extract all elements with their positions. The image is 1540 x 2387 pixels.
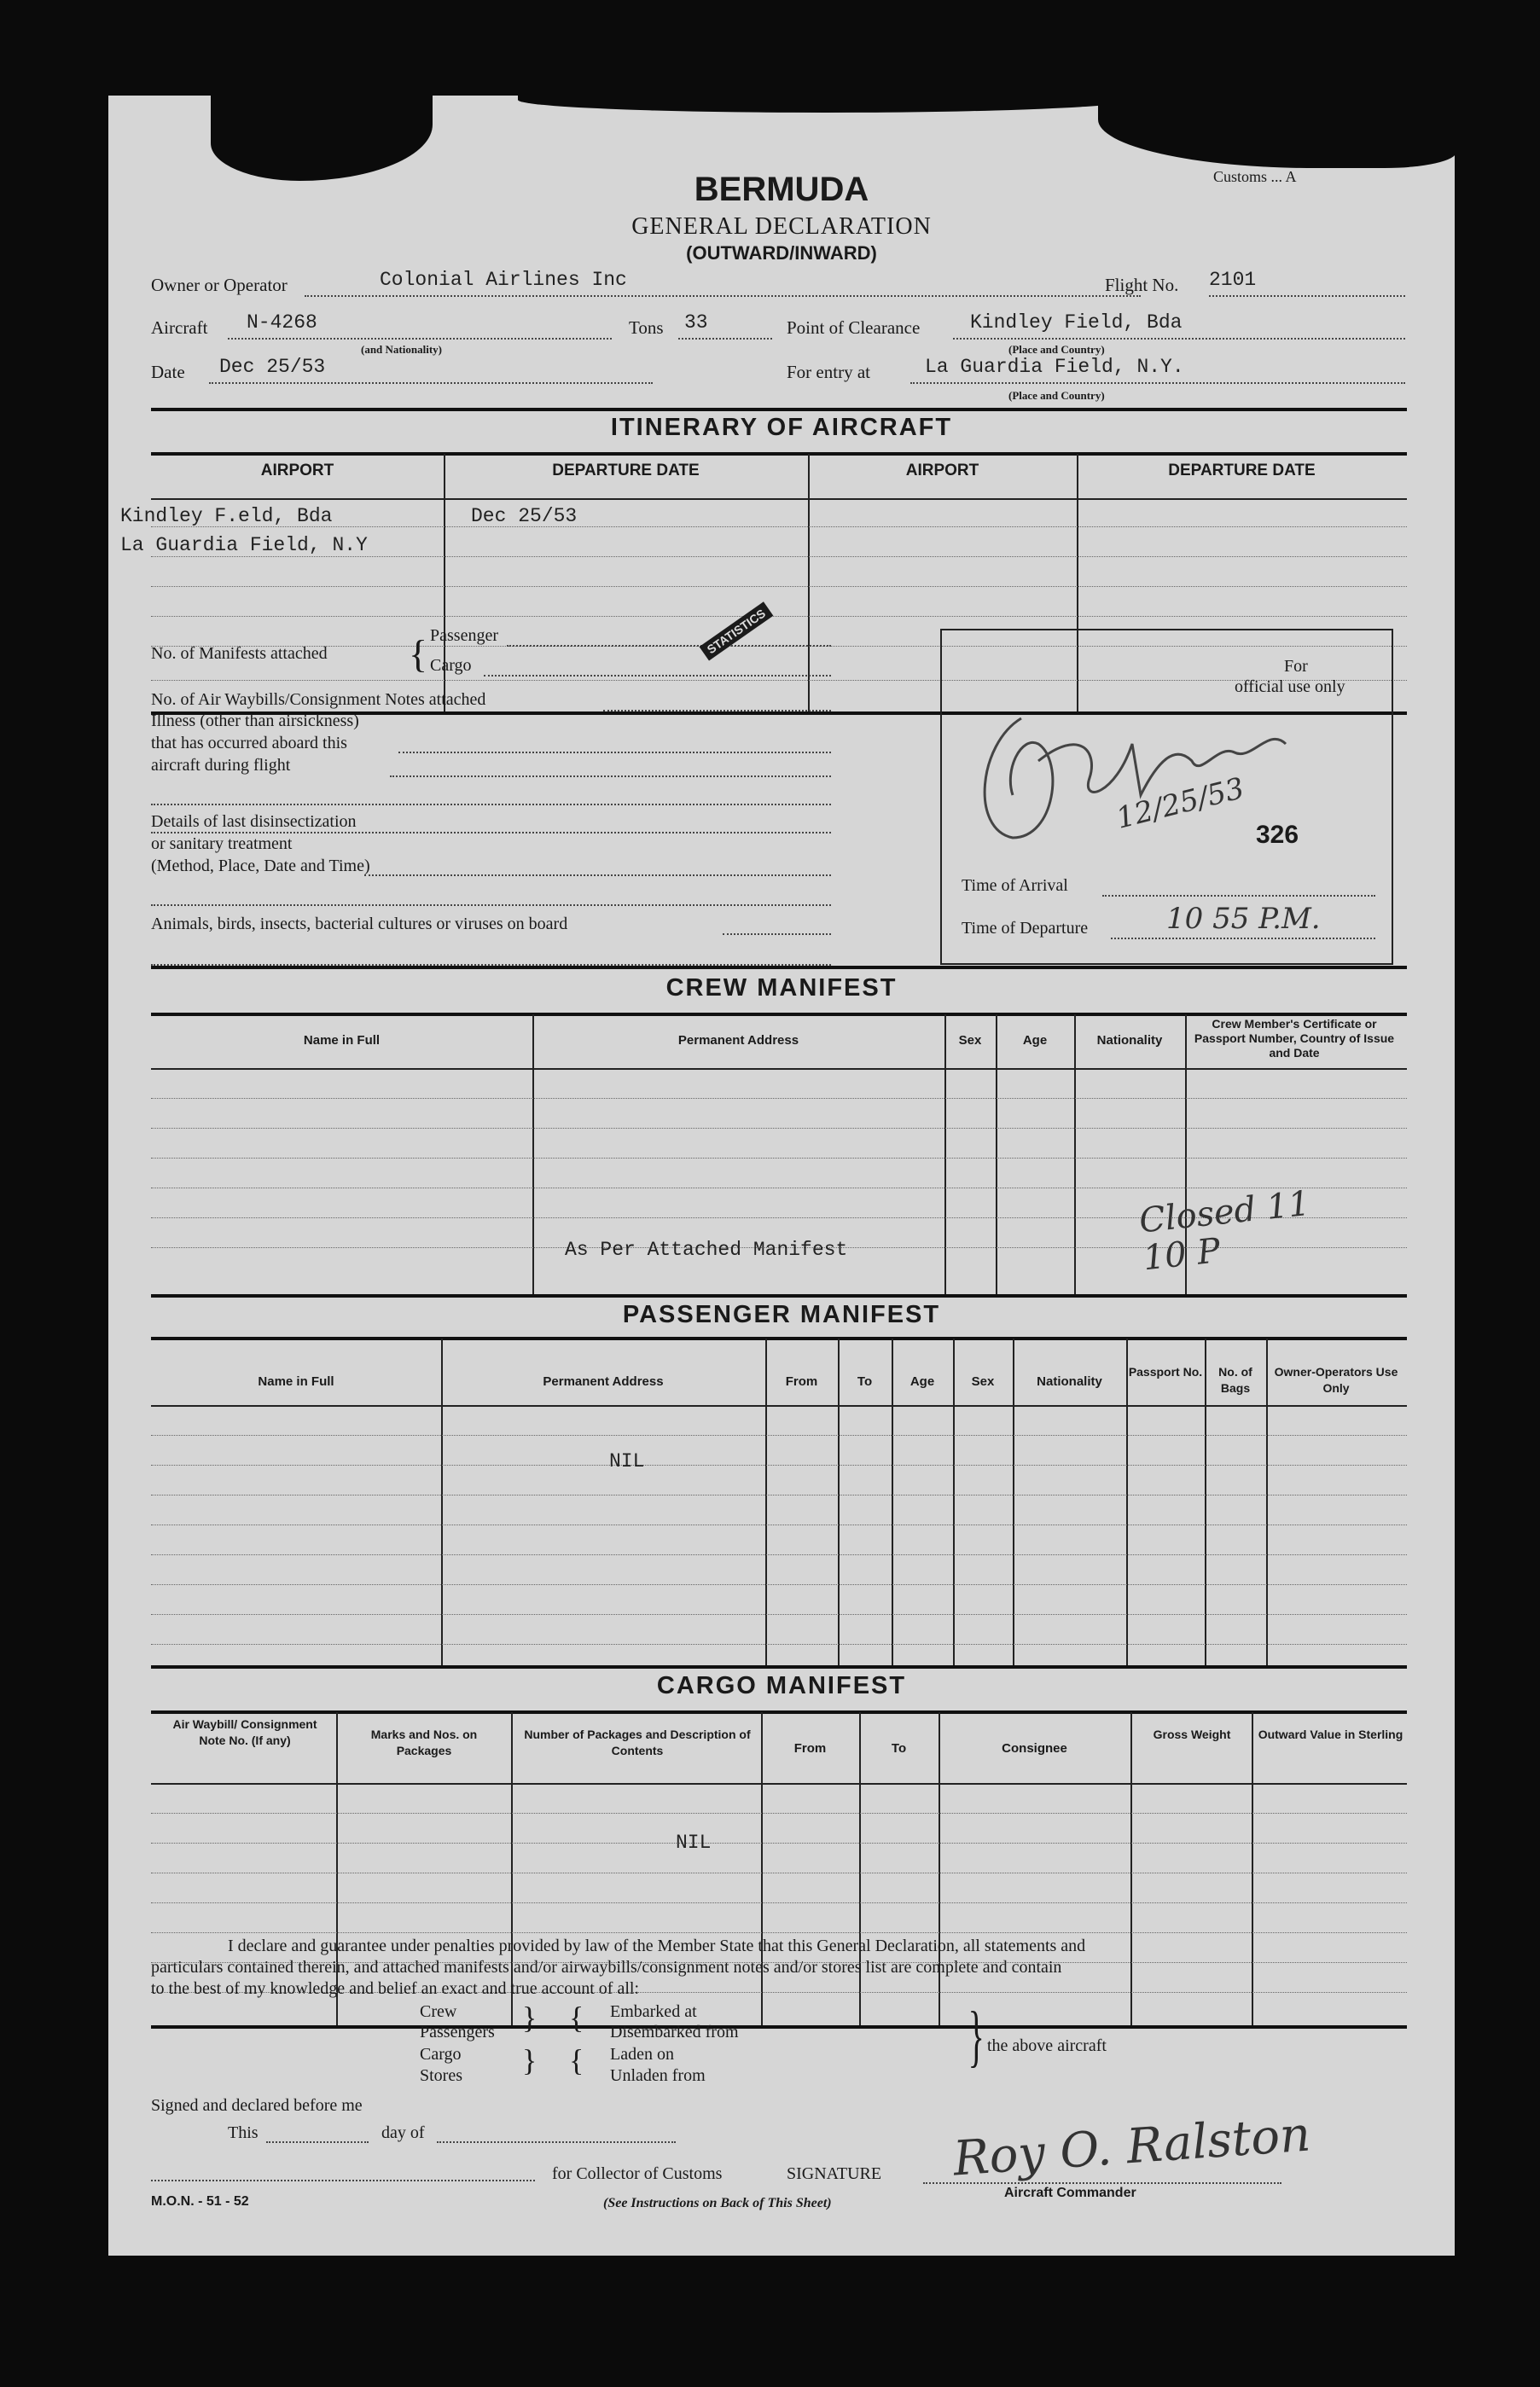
date-value: Dec 25/53 [219, 356, 326, 378]
cargo-col-4 [859, 1712, 861, 2028]
tons-label: Tons [629, 317, 664, 338]
cargo-col-packages: Number of Packages and Description of Contents [524, 1728, 751, 1757]
itinerary-row-line [151, 556, 1407, 557]
decl-brace-5: } [968, 1999, 985, 2074]
crew-col-3 [996, 1014, 997, 1296]
passenger-col-bags: No. of Bags [1218, 1365, 1252, 1395]
commander-label: Aircraft Commander [1004, 2186, 1136, 2200]
itinerary-row-line [151, 586, 1407, 587]
passenger-row-line [151, 1495, 1407, 1496]
day-of-label: day of [381, 2123, 425, 2142]
passenger-row-line [151, 1614, 1407, 1615]
itinerary-airport-2: La Guardia Field, N.Y [120, 534, 368, 556]
crew-col-1 [532, 1014, 534, 1296]
declaration-text-1: I declare and guarantee under penalties provided by law of the Member State that this General Declaration, all statements and [228, 1937, 1086, 1955]
illness-label-2: that has occurred aboard this [151, 734, 347, 752]
cargo-col-6 [1130, 1712, 1132, 2028]
manifests-brace: { [409, 632, 428, 676]
date-line [209, 382, 653, 384]
passenger-row-line [151, 1465, 1407, 1466]
crew-col-address: Permanent Address [677, 1033, 799, 1048]
passenger-sub-rule [151, 1405, 1407, 1407]
cargo-row-line [151, 1843, 1407, 1844]
tons-value: 33 [684, 311, 708, 334]
statistics-stamp: STATISTICS [700, 602, 774, 661]
official-handwritten-date: 12/25/53 [1113, 771, 1248, 836]
torn-edge-left [211, 87, 433, 181]
itinerary-col-date-2: DEPARTURE DATE [1168, 462, 1316, 479]
above-aircraft-label: the above aircraft [987, 2036, 1107, 2055]
owner-line [305, 295, 1141, 297]
collector-label: for Collector of Customs [552, 2164, 723, 2183]
decl-left-cargo: Cargo [420, 2045, 462, 2064]
passenger-title: PASSENGER MANIFEST [622, 1301, 941, 1328]
crew-row-line [151, 1098, 1407, 1099]
crew-sub-rule [151, 1068, 1407, 1070]
passenger-col-age: Age [909, 1374, 935, 1389]
decl-brace-4: { [569, 2043, 584, 2077]
declaration-text-3: to the best of my knowledge and belief an exact and true account of all: [151, 1979, 640, 1998]
disinsect-label-2: or sanitary treatment [151, 834, 293, 853]
passenger-bottom-rule [151, 1665, 1407, 1669]
cargo-sub-rule [151, 1783, 1407, 1785]
passenger-col-address: Permanent Address [543, 1374, 664, 1389]
cargo-col-waybill: Air Waybill/ Consignment Note No. (If any) [172, 1717, 317, 1747]
official-label-1: For [1284, 657, 1308, 676]
itinerary-airport-1: Kindley F.eld, Bda [120, 505, 333, 527]
manifests-label: No. of Manifests attached [151, 644, 328, 663]
disinsect-line-1 [364, 874, 831, 876]
animals-line [723, 933, 831, 935]
signature-label: SIGNATURE [787, 2164, 882, 2183]
date-label: Date [151, 362, 185, 382]
waybills-line [603, 710, 831, 711]
crew-title: CREW MANIFEST [665, 974, 898, 1002]
illness-line-3 [151, 804, 831, 805]
passenger-row-line [151, 1435, 1407, 1436]
itinerary-sub-rule [151, 498, 1407, 500]
cargo-col-consignee: Consignee [1002, 1741, 1067, 1756]
crew-col-age: Age [1022, 1033, 1048, 1048]
crew-col-sex: Sex [958, 1033, 982, 1048]
cargo-row-line [151, 1902, 1407, 1903]
cargo-col-5 [939, 1712, 940, 2028]
crew-top-rule [151, 966, 1407, 969]
decl-right-embarked: Embarked at [610, 2002, 697, 2021]
passenger-col-7 [1126, 1339, 1128, 1667]
cargo-row-line [151, 1932, 1407, 1933]
passenger-manifest-label: Passenger [430, 626, 498, 645]
passenger-row-line [151, 1584, 1407, 1585]
instructions-note: (See Instructions on Back of This Sheet) [603, 2196, 832, 2210]
tons-line [678, 338, 772, 340]
declaration-text-2: particulars contained therein, and attached manifests and/or airwaybills/consignment notes and/or stores list are complete and contain [151, 1958, 1062, 1977]
passenger-row-line [151, 1554, 1407, 1555]
cargo-manifest-line [484, 675, 831, 677]
arrival-line [1102, 895, 1375, 897]
itinerary-row-line [151, 616, 1407, 617]
passenger-col-passport: Passport No. [1128, 1365, 1203, 1379]
passenger-col-sex: Sex [971, 1374, 995, 1389]
passenger-col-from: From [785, 1374, 818, 1389]
decl-brace-2: } [522, 2043, 538, 2077]
cargo-col-to: To [891, 1741, 907, 1756]
illness-label-3: aircraft during flight [151, 756, 291, 775]
crew-header-rule [151, 1013, 1407, 1016]
illness-line-2 [390, 775, 831, 777]
crew-col-name: Name in Full [303, 1033, 381, 1048]
disinsect-label-3: (Method, Place, Date and Time) [151, 857, 370, 875]
passenger-col-name: Name in Full [258, 1374, 334, 1389]
cargo-col-from: From [793, 1741, 827, 1756]
passenger-col-to: To [857, 1374, 873, 1389]
decl-right-unladen: Unladen from [610, 2066, 706, 2085]
day-of-line [437, 2141, 676, 2143]
clearance-line [953, 338, 1405, 340]
aircraft-line [228, 338, 612, 340]
crew-col-2 [944, 1014, 946, 1296]
owner-label: Owner or Operator [151, 275, 288, 295]
flight-line [1209, 295, 1405, 297]
cargo-col-value: Outward Value in Sterling [1258, 1728, 1403, 1741]
itinerary-date-1: Dec 25/53 [471, 505, 578, 527]
signed-before-label: Signed and declared before me [151, 2096, 363, 2115]
owner-value: Colonial Airlines Inc [380, 269, 627, 291]
decl-left-passengers: Passengers [420, 2023, 495, 2041]
itinerary-row-line [151, 526, 1407, 527]
passenger-manifest-line [507, 645, 831, 647]
passenger-row-line [151, 1644, 1407, 1645]
illness-line-4 [151, 832, 831, 833]
itinerary-top-rule [151, 408, 1407, 411]
this-label: This [228, 2123, 259, 2142]
torn-edge-center [518, 87, 1132, 113]
crew-handwritten-note: Closed 11 10 P [1136, 1183, 1312, 1279]
decl-brace-3: { [569, 2001, 584, 2035]
cargo-title: CARGO MANIFEST [656, 1672, 907, 1699]
cargo-col-3 [761, 1712, 763, 2028]
cargo-note: NIL [676, 1832, 712, 1854]
passenger-col-nationality: Nationality [1037, 1374, 1102, 1389]
cargo-bottom-rule [151, 2025, 1407, 2029]
clearance-value: Kindley Field, Bda [970, 311, 1183, 334]
form-number: M.O.N. - 51 - 52 [151, 2194, 249, 2209]
torn-edge-right [1098, 87, 1456, 168]
direction-label: (OUTWARD/INWARD) [686, 242, 877, 264]
passenger-col-owner-use: Owner-Operators Use Only [1274, 1365, 1398, 1395]
arrival-label: Time of Arrival [962, 876, 1068, 895]
crew-row-line [151, 1158, 1407, 1159]
illness-line-1 [398, 752, 831, 753]
official-number: 326 [1256, 821, 1299, 849]
passenger-note: NIL [609, 1450, 645, 1472]
decl-left-crew: Crew [420, 2002, 457, 2021]
decl-left-stores: Stores [420, 2066, 462, 2085]
cargo-header-rule [151, 1710, 1407, 1714]
crew-row-line [151, 1128, 1407, 1129]
decl-brace-1: } [522, 2001, 538, 2035]
cargo-col-weight: Gross Weight [1153, 1728, 1231, 1741]
decl-right-disembarked: Disembarked from [610, 2023, 739, 2041]
decl-right-laden: Laden on [610, 2045, 674, 2064]
departure-time-value: 10 55 P.M. [1166, 902, 1321, 936]
customs-corner-label: Customs ... A [1213, 168, 1297, 185]
crew-bottom-rule [151, 1294, 1407, 1298]
country-title: BERMUDA [694, 171, 869, 208]
crew-col-4 [1074, 1014, 1076, 1296]
official-label-2: official use only [1235, 677, 1345, 696]
crew-note: As Per Attached Manifest [565, 1239, 848, 1261]
illness-label-1: Illness (other than airsickness) [151, 711, 359, 730]
entry-value: La Guardia Field, N.Y. [925, 356, 1184, 378]
animals-label: Animals, birds, insects, bacterial cultures or viruses on board [151, 915, 568, 933]
entry-label: For entry at [787, 362, 870, 382]
form-title: GENERAL DECLARATION [631, 213, 932, 240]
disinsect-line-2 [151, 904, 831, 906]
itinerary-col-airport-1: AIRPORT [260, 462, 334, 479]
itinerary-col-date-1: DEPARTURE DATE [552, 462, 700, 479]
cargo-manifest-label: Cargo [430, 656, 472, 675]
collector-line [151, 2180, 535, 2181]
itinerary-header-rule [151, 452, 1407, 456]
clearance-label: Point of Clearance [787, 317, 921, 338]
cargo-row-line [151, 1813, 1407, 1814]
entry-sub-label: (Place and Country) [1008, 389, 1105, 402]
crew-col-nationality: Nationality [1096, 1033, 1163, 1048]
passenger-header-rule [151, 1337, 1407, 1340]
flight-label: Flight No. [1105, 275, 1179, 295]
departure-label: Time of Departure [962, 919, 1089, 938]
aircraft-value: N-4268 [247, 311, 317, 334]
cargo-col-marks: Marks and Nos. on Packages [370, 1728, 478, 1757]
commander-signature: Roy O. Ralston [951, 2106, 1313, 2187]
itinerary-title: ITINERARY OF AIRCRAFT [610, 414, 953, 441]
entry-line [910, 382, 1405, 384]
cargo-col-7 [1252, 1712, 1253, 2028]
aircraft-sub-label: (and Nationality) [361, 343, 442, 356]
declaration-form [108, 96, 1455, 2256]
crew-col-certificate: Crew Member's Certificate or Passport Number, Country of Issue and Date [1194, 1017, 1395, 1060]
itinerary-col-airport-2: AIRPORT [905, 462, 979, 479]
flight-value: 2101 [1209, 269, 1257, 291]
this-line [266, 2141, 369, 2143]
clearance-sub-label: (Place and Country) [1008, 343, 1105, 356]
departure-line [1111, 938, 1375, 939]
aircraft-label: Aircraft [151, 317, 208, 338]
waybills-label: No. of Air Waybills/Consignment Notes attached [151, 690, 486, 709]
disinsect-label-1: Details of last disinsectization [151, 812, 357, 831]
